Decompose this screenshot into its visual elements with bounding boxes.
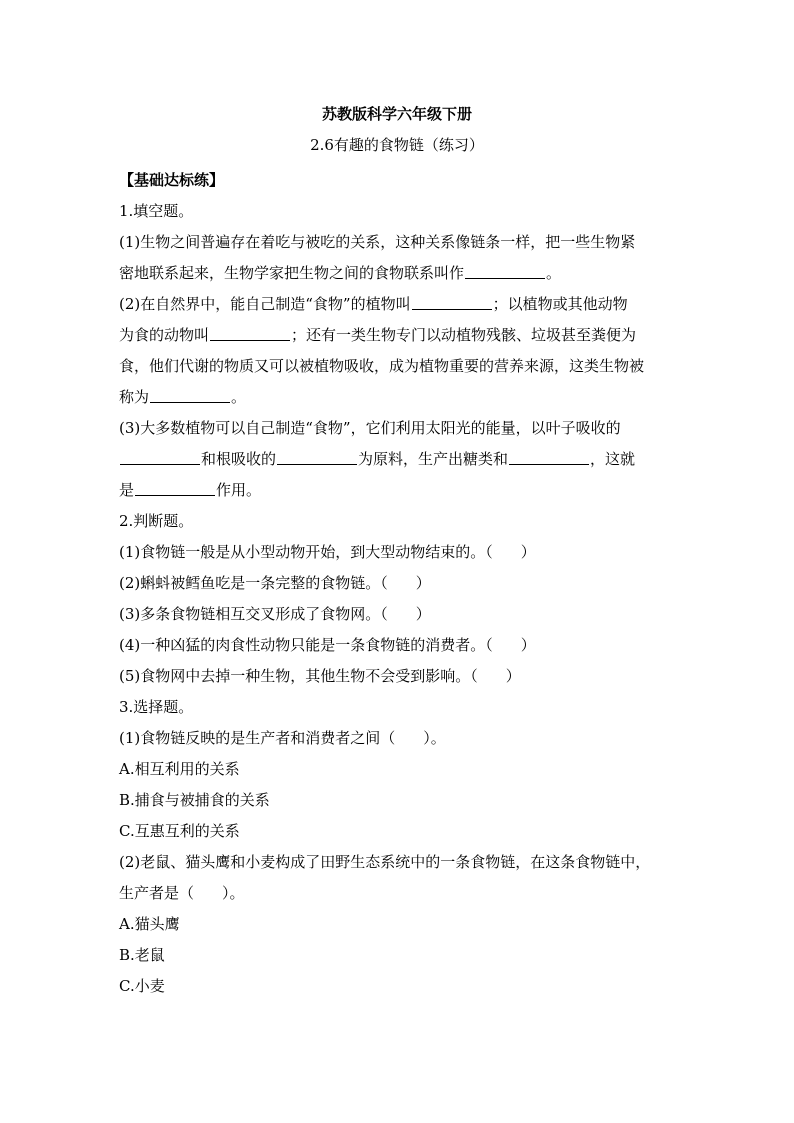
answer-blank[interactable]: [150, 386, 230, 403]
q3-s2-option[interactable]: B.老鼠: [119, 946, 165, 964]
q3-s1-option[interactable]: A.相互利用的关系: [119, 760, 240, 778]
text: 为食的动物叫: [119, 326, 210, 344]
q3-s1-question: [119, 723, 679, 754]
q1-p2-line4: [119, 382, 679, 413]
q1-p3-line3: [119, 475, 679, 506]
text: 和根吸收的: [201, 450, 277, 468]
answer-blank[interactable]: [277, 448, 357, 465]
answer-blank[interactable]: [412, 293, 492, 310]
q2-item: [119, 661, 679, 692]
text: ）。: [423, 729, 446, 747]
q2-item: [119, 630, 679, 661]
text: 生产者是（: [119, 884, 195, 902]
text: (2)在自然界中，能自己制造“食物”的植物叫: [119, 295, 411, 313]
text: (1)食物链一般是从小型动物开始，到大型动物结束的。（: [119, 543, 493, 561]
q1-p2-line1: [119, 289, 679, 320]
text: ；以植物或其他动物: [492, 295, 628, 313]
answer-blank[interactable]: [210, 324, 290, 341]
worksheet-content: [119, 165, 679, 1002]
text: ）: [505, 667, 521, 685]
text: 作用。: [216, 481, 262, 499]
text: (1)生物之间普遍存在着吃与被吃的关系，这种关系像链条一样，把一些生物紧: [119, 233, 636, 251]
text: (2)蝌蚪被鳕鱼吃是一条完整的食物链。（: [119, 574, 388, 592]
answer-blank[interactable]: [509, 448, 589, 465]
text: 为原料，生产出糖类和: [358, 450, 509, 468]
text: (3)多条食物链相互交叉形成了食物网。（: [119, 605, 388, 623]
q3-s2-line2: [119, 878, 679, 909]
page-subtitle: 2.6有趣的食物链（练习）: [310, 136, 484, 154]
text: ）: [520, 543, 536, 561]
q3-s1-option[interactable]: B.捕食与被捕食的关系: [119, 791, 270, 809]
q3-s2-line1: [119, 847, 679, 878]
text: ）。: [222, 884, 245, 902]
q2-item: [119, 568, 679, 599]
text: 称为: [119, 388, 150, 406]
q2-item: [119, 537, 679, 568]
text: 。: [546, 264, 562, 282]
text: ；还有一类生物专门以动植物残骸、垃圾甚至粪便为: [291, 326, 637, 344]
q1-p1-line1: [119, 227, 679, 258]
text: ）: [415, 574, 431, 592]
text: (3)大多数植物可以自己制造“食物”，它们利用太阳光的能量，以叶子吸收的: [119, 419, 621, 437]
text: 密地联系起来，生物学家把生物之间的食物联系叫作: [119, 264, 465, 282]
text: (5)食物网中去掉一种生物，其他生物不会受到影响。（: [119, 667, 478, 685]
q3-s2-option[interactable]: C.小麦: [119, 977, 165, 995]
q1-heading: 1.填空题。: [119, 202, 194, 220]
q3-s2-option[interactable]: A.猫头鹰: [119, 915, 180, 933]
text: (1)食物链反映的是生产者和消费者之间（: [119, 729, 396, 747]
q1-p3-line1: [119, 413, 679, 444]
text: 是: [119, 481, 135, 499]
answer-blank[interactable]: [465, 262, 545, 279]
text: (4)一种凶猛的肉食性动物只能是一条食物链的消费者。（: [119, 636, 493, 654]
q1-p2-line2: [119, 320, 679, 351]
q2-heading: 2.判断题。: [119, 512, 194, 530]
text: 。: [231, 388, 247, 406]
text: (2)老鼠、猫头鹰和小麦构成了田野生态系统中的一条食物链，在这条食物链中，: [119, 853, 651, 871]
page-title: 苏教版科学六年级下册: [321, 105, 472, 123]
text: 食，他们代谢的物质又可以被植物吸收，成为植物重要的营养来源，这类生物被: [119, 357, 645, 375]
text: ，这就: [590, 450, 636, 468]
q3-heading: 3.选择题。: [119, 698, 194, 716]
q3-s1-option[interactable]: C.互惠互利的关系: [119, 822, 240, 840]
answer-blank[interactable]: [120, 448, 200, 465]
text: ）: [415, 605, 431, 623]
text: ）: [520, 636, 536, 654]
answer-blank[interactable]: [135, 479, 215, 496]
q1-p3-line2: [119, 444, 679, 475]
q1-p1-line2: [119, 258, 679, 289]
q1-p2-line3: [119, 351, 679, 382]
q2-item: [119, 599, 679, 630]
section-heading: 【基础达标练】: [119, 171, 225, 189]
